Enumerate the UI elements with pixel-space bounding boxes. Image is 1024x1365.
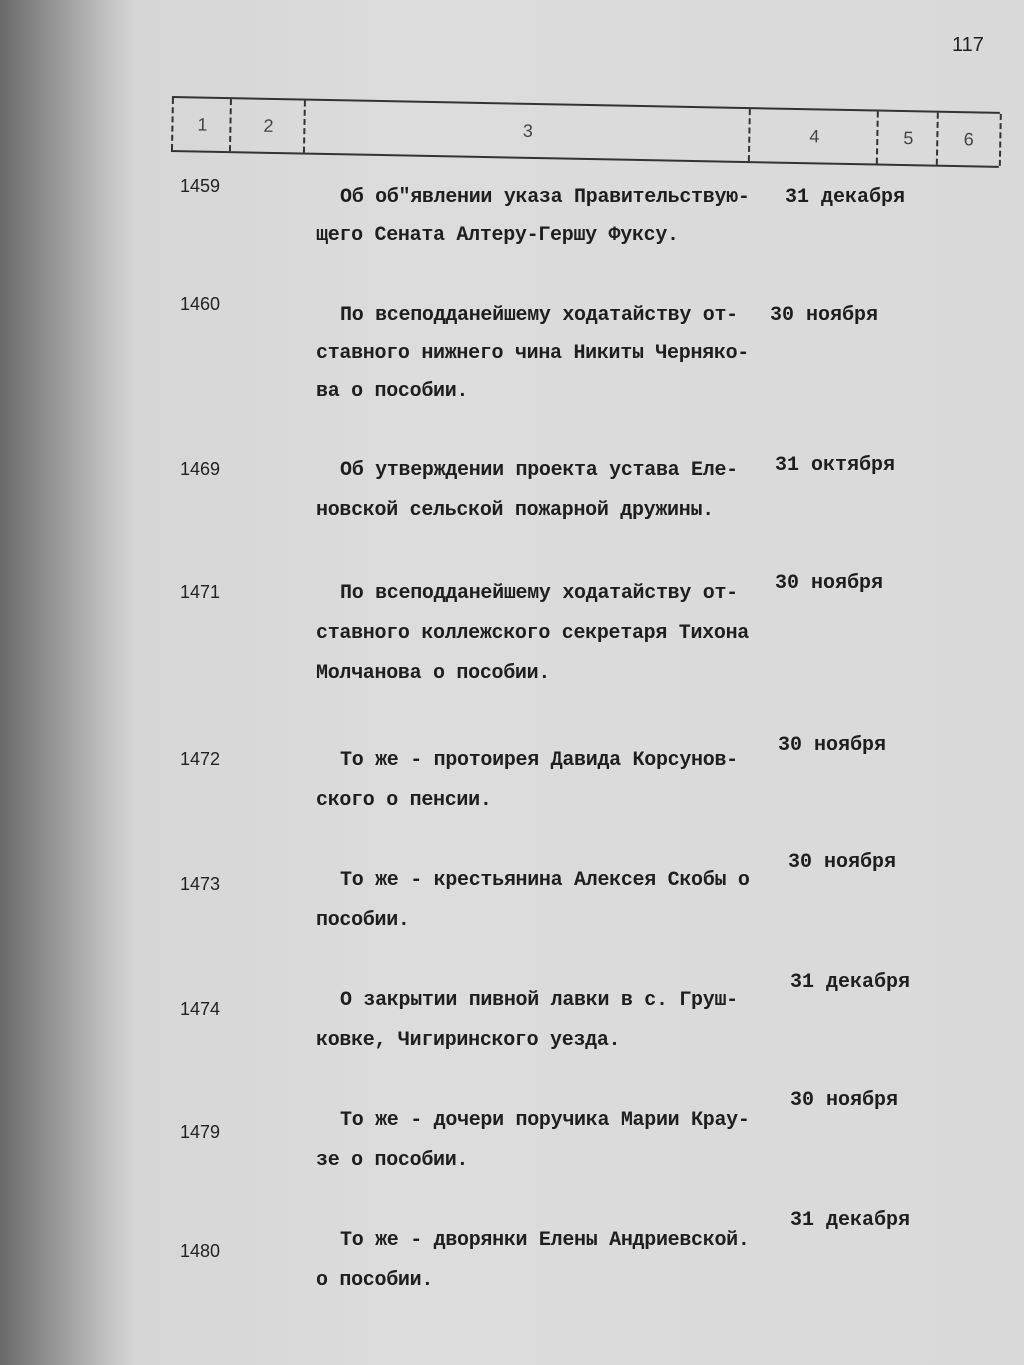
entry-text-line: щего Сената Алтеру-Гершу Фуксу. <box>316 224 679 247</box>
entry-text-line: Молчанова о пособии. <box>316 662 551 685</box>
entry-number: 1480 <box>180 1241 221 1261</box>
entry-date: 31 октября <box>775 454 896 477</box>
entry-text-line: Об об"явлении указа Правительствую- <box>340 186 750 209</box>
entry-date: 31 декабря <box>790 971 911 994</box>
entry-date: 30 ноября <box>778 734 887 757</box>
entry-number: 1471 <box>180 582 221 602</box>
entry-date: 31 декабря <box>790 1209 911 1232</box>
entry-text-line: новской сельской пожарной дружины. <box>316 499 714 522</box>
entry-number: 1460 <box>180 294 221 314</box>
entry-number: 1473 <box>180 874 221 894</box>
column-header-6: 6 <box>936 113 1002 166</box>
entry-date: 30 ноября <box>775 572 884 595</box>
entry-text-line: ва о пособии. <box>316 380 469 403</box>
entry-date: 30 ноября <box>770 304 879 327</box>
entry-text-line: О закрытии пивной лавки в с. Груш- <box>340 989 738 1012</box>
entry-text-line: По всеподданейшему ходатайству от- <box>340 304 738 327</box>
column-header-1: 1 <box>171 98 232 151</box>
entry-text-line: То же - дочери поручика Марии Крау- <box>340 1109 750 1132</box>
entry-text-line: о пособии. <box>316 1269 434 1292</box>
column-header-4: 4 <box>748 109 879 163</box>
entry-text-line: Об утверждении проекта устава Еле- <box>340 459 738 482</box>
entry-date: 31 декабря <box>785 186 906 209</box>
entry-text-line: зе о пособии. <box>316 1149 469 1172</box>
entry-text-line: По всеподданейшему ходатайству от- <box>340 582 738 605</box>
entry-text-line: То же - протоирея Давида Корсунов- <box>340 749 738 772</box>
entry-text-line: То же - крестьянина Алексея Скобы о <box>340 869 750 892</box>
entry-text-line: ского о пенсии. <box>316 789 492 812</box>
entry-text-line: То же - дворянки Елены Андриевской. <box>340 1229 750 1252</box>
entry-number: 1474 <box>180 999 221 1019</box>
entry-text-line: ставного нижнего чина Никиты Черняко- <box>316 342 749 365</box>
column-header-2: 2 <box>229 99 306 152</box>
column-header-5: 5 <box>876 112 939 165</box>
entry-number: 1479 <box>180 1122 221 1142</box>
entry-number: 1472 <box>180 749 221 769</box>
entry-date: 30 ноября <box>790 1089 899 1112</box>
entry-number: 1459 <box>180 176 221 196</box>
entry-text-line: пособии. <box>316 909 410 932</box>
entry-text-line: ковке, Чигиринского уезда. <box>316 1029 621 1052</box>
entry-date: 30 ноября <box>788 851 897 874</box>
entry-number: 1469 <box>180 459 221 479</box>
page-number: 117 <box>952 34 984 56</box>
column-header-3: 3 <box>303 101 751 162</box>
entry-text-line: ставного коллежского секретаря Тихона <box>316 622 749 645</box>
column-header-row <box>171 96 1000 168</box>
